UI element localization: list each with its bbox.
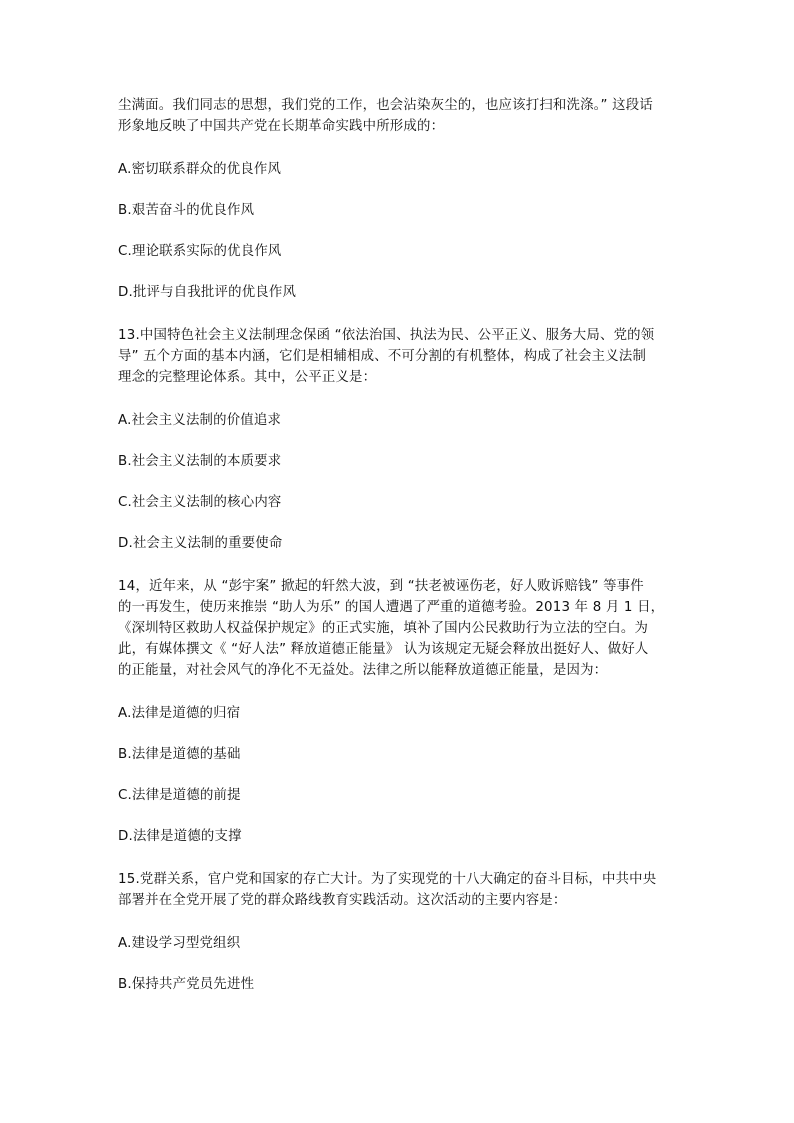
text-line: 尘满面。我们同志的思想，我们党的工作，也会沾染灰尘的，也应该打扫和洗涤。” 这段话 (118, 98, 653, 113)
q12-option-d: D.批评与自我批评的优良作风 (118, 285, 297, 300)
text-line: 15.党群关系，官户党和国家的存亡大计。为了实现党的十八大确定的奋斗目标，中共中央 (118, 872, 657, 887)
q14-option-a: A.法律是道德的归宿 (118, 706, 241, 721)
q15-stem (118, 869, 678, 911)
q13-option-c: C.社会主义法制的核心内容 (118, 495, 282, 510)
q14-option-b: B.法律是道德的基础 (118, 747, 241, 762)
q13-option-d: D.社会主义法制的重要使命 (118, 536, 283, 551)
q13-option-b: B.社会主义法制的本质要求 (118, 454, 282, 469)
text-line: 此，有媒体撰文《 “好人法” 释放道德正能量》 认为该规定无疑会释放出挺好人、做好人 (118, 642, 649, 657)
q15-option-b: B.保持共产党员先进性 (118, 977, 255, 992)
text-line: 的一再发生，使历来推崇 “助人为乐” 的国人遭遇了严重的道德考验。2013 年 8 月 1 日， (118, 600, 665, 615)
q12-stem (118, 95, 678, 137)
text-line: 14，近年来，从 “彭宇案” 掀起的轩然大波，到 “扶老被诬伤老，好人败诉赔钱” 等事件 (118, 579, 644, 594)
q12-option-c: C.理论联系实际的优良作风 (118, 244, 282, 259)
q14-stem (118, 576, 678, 681)
q13-stem (118, 325, 678, 388)
text-line: 导” 五个方面的基本内涵，它们是相辅相成、不可分割的有机整体，构成了社会主义法制 (118, 349, 647, 364)
text-line: 形象地反映了中国共产党在长期革命实践中所形成的： (118, 119, 445, 134)
document-content (118, 95, 678, 995)
q15-option-a: A.建设学习型党组织 (118, 936, 241, 951)
text-line: 的正能量，对社会风气的净化不无益处。法律之所以能释放道德正能量，是因为： (118, 663, 608, 678)
q14-option-c: C.法律是道德的前提 (118, 788, 241, 803)
text-line: 13.中国特色社会主义法制理念保函 “依法治国、执法为民、公平正义、服务大局、党的领 (118, 328, 655, 343)
q12-option-b: B.艰苦奋斗的优良作风 (118, 203, 255, 218)
text-line: 理念的完整理论体系。其中，公平正义是： (118, 370, 377, 385)
text-line: 《深圳特区救助人权益保护规定》的正式实施，填补了国内公民救助行为立法的空白。为 (118, 621, 649, 636)
q12-option-a: A.密切联系群众的优良作风 (118, 162, 282, 177)
q14-option-d: D.法律是道德的支撑 (118, 829, 242, 844)
q13-option-a: A.社会主义法制的价值追求 (118, 413, 282, 428)
text-line: 部署并在全党开展了党的群众路线教育实践活动。这次活动的主要内容是： (118, 893, 567, 908)
